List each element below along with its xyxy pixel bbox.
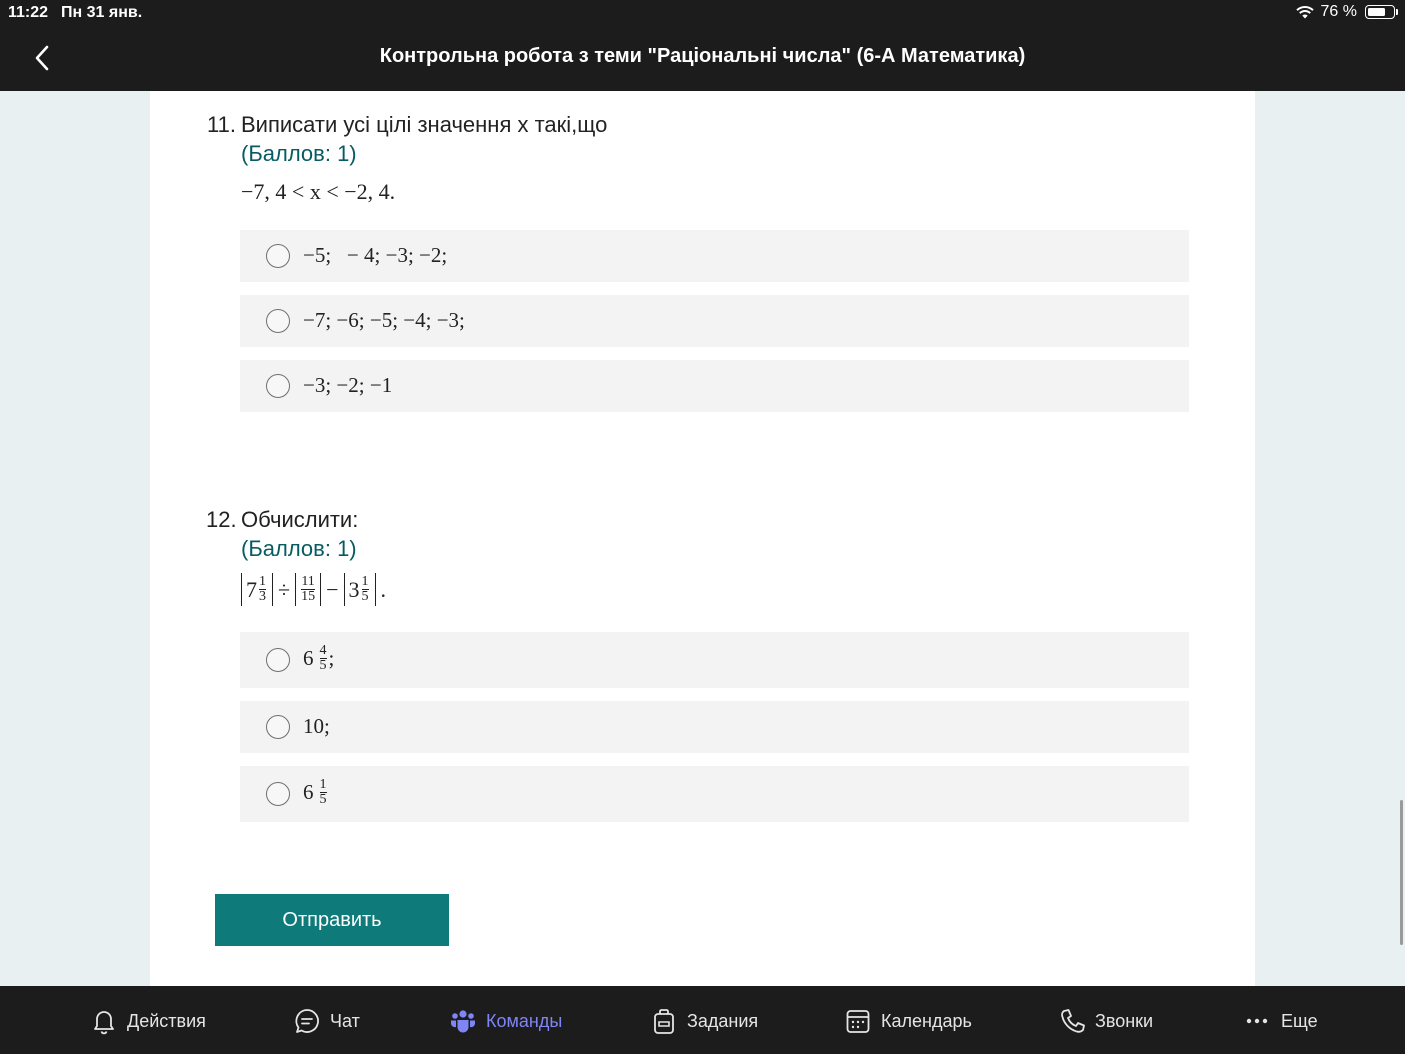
battery-percent: 76 % <box>1320 3 1357 20</box>
question-12-points: (Баллов: 1) <box>241 536 357 561</box>
chat-icon <box>294 1007 320 1035</box>
scrollbar[interactable] <box>1400 800 1403 945</box>
radio-button[interactable] <box>266 648 290 672</box>
option-label: 10; <box>303 714 330 738</box>
option-label <box>303 644 334 673</box>
teams-icon <box>450 1007 476 1035</box>
question-11-number: 11. <box>207 112 236 137</box>
quiz-sheet <box>150 91 1255 986</box>
abs-term-1 <box>241 573 273 606</box>
wifi-icon <box>1295 4 1315 20</box>
minus-sign: − <box>326 576 339 602</box>
option-fraction <box>320 778 327 807</box>
term-3-fraction <box>362 575 369 604</box>
fraction-numerator: 1 <box>361 574 369 589</box>
option-label: −3; −2; −1 <box>303 373 393 397</box>
radio-button[interactable] <box>266 715 290 739</box>
fraction-denominator: 3 <box>259 589 266 604</box>
nav-item-teams[interactable] <box>450 1004 562 1038</box>
question-12-number: 12. <box>206 507 237 532</box>
nav-label: Чат <box>330 1010 360 1031</box>
status-date: Пн 31 янв. <box>61 4 143 21</box>
fraction-denominator: 5 <box>319 792 327 807</box>
assignments-icon <box>651 1007 677 1035</box>
phone-icon <box>1059 1007 1085 1035</box>
fraction-numerator: 11 <box>301 574 315 589</box>
q11-option-1[interactable] <box>240 230 1189 282</box>
nav-item-assignments[interactable] <box>651 1004 758 1038</box>
nav-label: Календарь <box>881 1010 972 1031</box>
header <box>0 26 1405 91</box>
battery-icon <box>1365 5 1395 19</box>
option-suffix: ; <box>328 646 335 670</box>
nav-item-chat[interactable] <box>294 1004 360 1038</box>
q12-option-3[interactable] <box>240 766 1189 822</box>
q11-option-3[interactable] <box>240 360 1189 412</box>
nav-label: Команды <box>486 1010 563 1031</box>
nav-item-calendar[interactable] <box>845 1004 972 1038</box>
nav-label: Действия <box>127 1010 206 1031</box>
submit-button[interactable]: Отправить <box>215 894 449 946</box>
fraction-denominator: 5 <box>319 658 327 673</box>
fraction-denominator: 15 <box>301 589 316 604</box>
question-12-expression <box>241 573 386 606</box>
fraction-numerator: 1 <box>259 574 266 589</box>
abs-term-2 <box>295 573 321 606</box>
nav-item-calls[interactable] <box>1059 1004 1153 1038</box>
bottom-nav <box>0 986 1405 1054</box>
question-11-expression: −7, 4 < x < −2, 4. <box>241 179 396 204</box>
fraction-denominator: 5 <box>361 589 369 604</box>
more-icon <box>1245 1007 1271 1035</box>
option-whole: 6 <box>303 646 314 670</box>
option-whole: 6 <box>303 780 314 804</box>
q11-option-2[interactable] <box>240 295 1189 347</box>
status-time: 11:22 <box>8 4 49 21</box>
nav-label: Звонки <box>1095 1010 1154 1031</box>
calendar-icon <box>845 1007 871 1035</box>
term-1-whole: 7 <box>246 576 257 602</box>
fraction-numerator: 4 <box>319 643 327 658</box>
question-11-points: (Баллов: 1) <box>241 141 357 166</box>
status-right <box>1295 3 1395 21</box>
divide-sign: ÷ <box>278 576 291 602</box>
q12-option-1[interactable] <box>240 632 1189 688</box>
nav-label: Задания <box>687 1010 759 1031</box>
abs-term-3 <box>344 573 376 606</box>
page-title: Контрольна робота з теми "Раціональні числа" (6-А Математика) <box>379 45 1026 67</box>
option-label: −7; −6; −5; −4; −3; <box>303 308 465 332</box>
option-label <box>303 778 329 807</box>
status-bar <box>0 0 1405 26</box>
option-fraction <box>320 644 327 673</box>
question-12-text: Обчислити: <box>241 507 359 532</box>
option-label: −5; − 4; −3; −2; <box>303 243 448 267</box>
nav-item-activity[interactable] <box>91 1004 206 1038</box>
bell-icon <box>91 1007 117 1035</box>
period: . <box>380 576 386 602</box>
fraction-numerator: 1 <box>319 777 327 792</box>
term-2-fraction <box>301 575 315 604</box>
term-3-whole: 3 <box>348 576 360 602</box>
radio-button[interactable] <box>266 309 290 333</box>
nav-label: Еще <box>1281 1010 1318 1031</box>
radio-button[interactable] <box>266 782 290 806</box>
radio-button[interactable] <box>266 244 290 268</box>
question-11-text: Виписати усі цілі значення х такі,що <box>241 112 608 137</box>
q12-option-2[interactable] <box>240 701 1189 753</box>
term-1-fraction <box>259 575 266 604</box>
nav-item-more[interactable] <box>1245 1004 1318 1038</box>
radio-button[interactable] <box>266 374 290 398</box>
